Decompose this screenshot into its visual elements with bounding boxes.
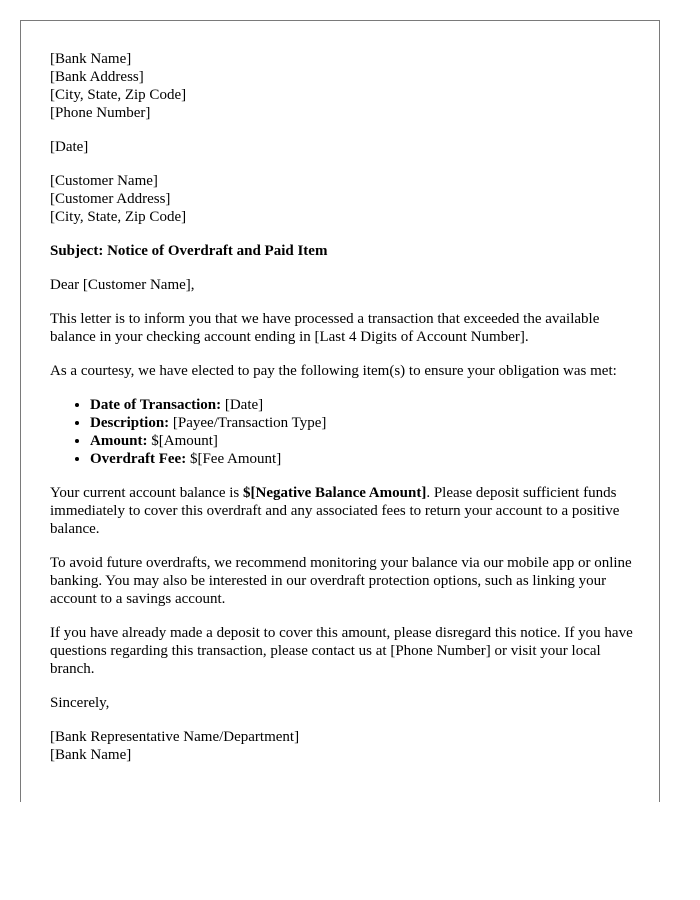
sender-block (50, 50, 640, 122)
list-item (90, 432, 640, 450)
recipient-city-state-zip: [City, State, Zip Code] (50, 209, 187, 225)
item-value: [Date] (221, 397, 264, 413)
list-item (90, 414, 640, 432)
balance-amount: $[Negative Balance Amount] (243, 485, 427, 501)
sender-city-state-zip: [City, State, Zip Code] (50, 87, 187, 103)
signature-representative: [Bank Representative Name/Department] (50, 729, 300, 745)
item-value: [Payee/Transaction Type] (169, 415, 327, 431)
letter-page (20, 20, 660, 802)
item-value: $[Amount] (147, 433, 218, 449)
paragraph-intro: This letter is to inform you that we have processed a transaction that exceeded the available balance in your checking account ending in [Last 4 Digits of Account Number]. (50, 311, 600, 345)
item-value: $[Fee Amount] (186, 451, 282, 467)
balance-prefix: Your current account balance is (50, 485, 243, 501)
subject-line: Subject: Notice of Overdraft and Paid Item (50, 243, 328, 259)
item-label: Amount: (90, 433, 148, 449)
paragraph-courtesy: As a courtesy, we have elected to pay the following item(s) to ensure your obligation was met: (50, 363, 617, 379)
recipient-block (50, 172, 640, 226)
list-item (90, 450, 640, 468)
paragraph-recommendation: To avoid future overdrafts, we recommend monitoring your balance via our mobile app or online banking. You may also be interested in our overdraft protection options, such as linking your account to a savings account. (50, 555, 632, 607)
item-label: Description: (90, 415, 170, 431)
item-label: Overdraft Fee: (90, 451, 187, 467)
sender-bank-name: [Bank Name] (50, 51, 132, 67)
closing: Sincerely, (50, 695, 110, 711)
letter-content (50, 50, 640, 764)
paragraph-balance (50, 484, 640, 538)
paragraph-disregard: If you have already made a deposit to cover this amount, please disregard this notice. If you have questions regarding this transaction, please contact us at [Phone Number] or visit your local branch. (50, 625, 633, 677)
transaction-item-list (50, 396, 640, 468)
recipient-address: [Customer Address] (50, 191, 171, 207)
signature-block (50, 728, 640, 764)
item-label: Date of Transaction: (90, 397, 222, 413)
sender-bank-address: [Bank Address] (50, 69, 144, 85)
balance-suffix: . Please deposit sufficient funds immediately to cover this overdraft and any associated fees to return your account to a positive balance. (50, 485, 620, 537)
signature-bank-name: [Bank Name] (50, 747, 132, 763)
recipient-name: [Customer Name] (50, 173, 158, 189)
list-item (90, 396, 640, 414)
salutation: Dear [Customer Name], (50, 277, 195, 293)
sender-phone: [Phone Number] (50, 105, 151, 121)
letter-date: [Date] (50, 139, 89, 155)
